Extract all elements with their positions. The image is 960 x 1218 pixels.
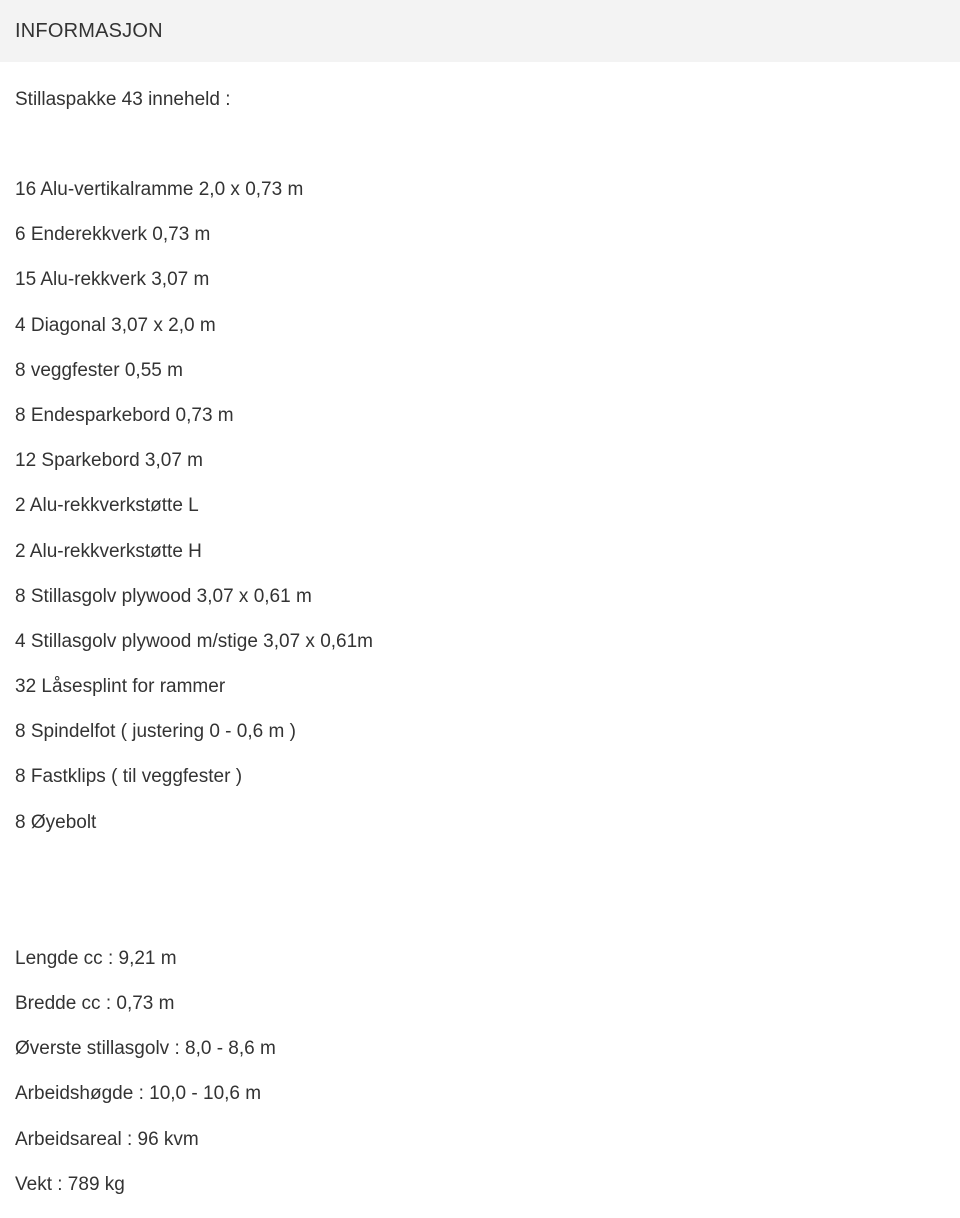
list-item: 6 Enderekkverk 0,73 m: [15, 224, 211, 246]
list-item: 8 Endesparkebord 0,73 m: [15, 404, 234, 426]
list-item: 12 Sparkebord 3,07 m: [15, 450, 204, 472]
section-title: INFORMASJON: [15, 19, 163, 42]
list-item: 8 Spindelfot ( justering 0 - 0,6 m ): [15, 721, 296, 743]
list-item: 4 Diagonal 3,07 x 2,0 m: [15, 314, 216, 336]
list-item: 2 Alu-rekkverkstøtte L: [15, 495, 199, 517]
spec-item: Øverste stillasgolv : 8,0 - 8,6 m: [15, 1038, 276, 1060]
spec-item: Arbeidshøgde : 10,0 - 10,6 m: [15, 1083, 262, 1105]
list-item: 2 Alu-rekkverkstøtte H: [15, 540, 202, 562]
info-header: [0, 0, 960, 62]
info-content: [0, 87, 960, 1217]
list-item: 8 veggfester 0,55 m: [15, 359, 183, 381]
spec-item: Vekt : 789 kg: [15, 1173, 125, 1195]
spec-item: Arbeidsareal : 96 kvm: [15, 1128, 199, 1150]
spec-item: Lengde cc : 9,21 m: [15, 947, 177, 969]
package-intro: Stillaspakke 43 inneheld :: [15, 89, 231, 110]
spec-item: Bredde cc : 0,73 m: [15, 993, 175, 1014]
component-list: [15, 177, 960, 855]
list-item: 8 Stillasgolv plywood 3,07 x 0,61 m: [15, 585, 312, 607]
list-item: 8 Fastklips ( til veggfester ): [15, 766, 243, 788]
list-item: 16 Alu-vertikalramme 2,0 x 0,73 m: [15, 179, 304, 200]
spec-list: [15, 946, 960, 1217]
list-item: 4 Stillasgolv plywood m/stige 3,07 x 0,61m: [15, 630, 374, 652]
list-item: 32 Låsesplint for rammer: [15, 676, 226, 698]
list-item: 8 Øyebolt: [15, 811, 97, 833]
list-item: 15 Alu-rekkverk 3,07 m: [15, 269, 210, 291]
